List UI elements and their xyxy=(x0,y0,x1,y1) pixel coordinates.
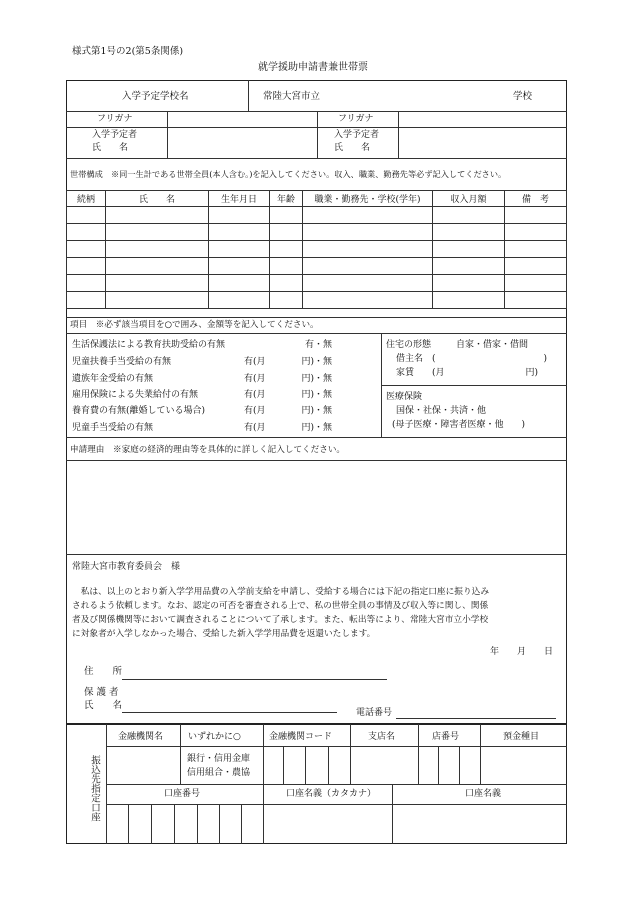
student-name-label: 入学予定者 xyxy=(92,130,138,140)
household-header: 世帯構成 ※同一生計である世帯全員(本人含む。)を記入してください。収入、職業、勤務先等必ず記入してください。 xyxy=(70,169,507,179)
bank-col-select: いずれかに○ xyxy=(188,732,241,742)
item-value-4[interactable]: 有(月 円)・無 xyxy=(244,406,333,416)
consent-line-4: に対象者が入学しなかった場合、受給した新入学学用品費を返還いたします。 xyxy=(72,629,376,639)
consent-line-3: 者及び関係機関等において調査されることについて了承します。また、転出等により、常陸大宮市立小学校 xyxy=(72,615,489,625)
guardian-label-2: 氏 名 xyxy=(84,700,123,711)
item-label-5: 児童手当受給の有無 xyxy=(72,423,154,433)
col-note: 備 考 xyxy=(505,191,567,207)
col-income: 収入月額 xyxy=(433,191,505,207)
bank-option-2[interactable]: 信用組合・農協 xyxy=(187,768,251,778)
bank-col-name: 金融機関名 xyxy=(118,732,164,742)
item-label-4: 養育費の有無(離婚している場合) xyxy=(72,406,206,416)
school-suffix: 学校 xyxy=(513,91,533,102)
item-value-1[interactable]: 有(月 円)・無 xyxy=(244,357,333,367)
consent-line-1: 私は、以上のとおり新入学学用品費の入学前支給を申請し、受給する場合には下記の指定口座に振り込み xyxy=(72,587,489,597)
form-number: 様式第1号の2(第5条関係) xyxy=(72,46,184,57)
table-row[interactable] xyxy=(67,224,567,241)
rent-field[interactable]: 家賃 (月 円) xyxy=(396,368,539,378)
date-field[interactable]: 年 月 日 xyxy=(490,647,554,657)
bank-col-type: 預金種目 xyxy=(503,732,540,742)
student2-name-label-2: 氏 名 xyxy=(334,143,371,153)
address-label: 住 所 xyxy=(84,666,123,677)
table-row[interactable] xyxy=(67,275,567,292)
owner-field[interactable]: 借主名 ( ) xyxy=(396,354,548,364)
bank-col-code: 金融機関コード xyxy=(269,732,333,742)
furigana-label: フリガナ xyxy=(97,114,133,124)
col-relation: 続柄 xyxy=(67,191,106,207)
school-label: 入学予定学校名 xyxy=(122,91,189,102)
account-number-label: 口座番号 xyxy=(164,789,201,799)
reason-header: 申請理由 ※家庭の経済的理由等を具体的に詳しく記入してください。 xyxy=(70,445,346,455)
medical-options[interactable]: 国保・社保・共済・他 xyxy=(396,406,487,416)
table-row[interactable] xyxy=(67,207,567,224)
addressee: 常陸大宮市教育委員会 様 xyxy=(72,562,181,572)
account-kana-label: 口座名義（カタカナ） xyxy=(286,789,377,799)
col-job: 職業・勤務先・学校(学年) xyxy=(303,191,433,207)
item-label-2: 遺族年金受給の有無 xyxy=(72,374,154,384)
school-city: 常陸大宮市立 xyxy=(263,91,321,102)
address-input[interactable] xyxy=(122,679,387,680)
reason-input[interactable] xyxy=(67,461,566,554)
item-value-3[interactable]: 有(月 円)・無 xyxy=(244,390,333,400)
table-row[interactable] xyxy=(67,292,567,309)
col-birth: 生年月日 xyxy=(209,191,270,207)
guardian-name-input[interactable] xyxy=(122,712,337,713)
consent-line-2: されるよう依頼します。なお、認定の可否を審査される上で、私の世帯全員の事情及び収入等に関し、関係 xyxy=(72,601,489,611)
items-header: 項目 ※必ず該当項目を○で囲み、金額等を記入してください。 xyxy=(70,320,319,330)
item-label-0: 生活保護法による教育扶助受給の有無 xyxy=(72,340,226,350)
table-row[interactable] xyxy=(67,241,567,258)
phone-label: 電話番号 xyxy=(356,708,393,718)
item-label-1: 児童扶養手当受給の有無 xyxy=(72,357,172,367)
student2-name-label: 入学予定者 xyxy=(334,130,380,140)
bank-col-branch-no: 店番号 xyxy=(432,732,460,742)
student-name-label-2: 氏 名 xyxy=(92,143,129,153)
col-name: 氏 名 xyxy=(106,191,209,207)
bank-option-1[interactable]: 銀行・信用金庫 xyxy=(187,754,251,764)
col-age: 年齢 xyxy=(270,191,303,207)
bank-col-branch: 支店名 xyxy=(368,732,396,742)
item-value-2[interactable]: 有(月 円)・無 xyxy=(244,374,333,384)
furigana-label-2: フリガナ xyxy=(338,114,374,124)
guardian-label-1: 保 護 者 xyxy=(84,687,119,698)
page-title: 就学援助申請書兼世帯票 xyxy=(258,62,368,73)
housing-label: 住宅の形態 xyxy=(386,340,432,350)
bank-side-label: 振込先指定口座 xyxy=(89,754,100,822)
housing-options[interactable]: 自家・借家・借間 xyxy=(456,340,529,350)
table-row[interactable] xyxy=(67,258,567,275)
item-value-0[interactable]: 有・無 xyxy=(305,340,333,350)
item-label-3: 雇用保険による失業給付の有無 xyxy=(72,390,199,400)
medical-label: 医療保険 xyxy=(386,392,423,402)
item-value-5[interactable]: 有(月 円)・無 xyxy=(244,423,333,433)
medical-sub[interactable]: (母子医療・障害者医療・他 ) xyxy=(392,420,526,430)
phone-input[interactable] xyxy=(396,718,556,719)
account-name-label: 口座名義 xyxy=(465,789,502,799)
household-table xyxy=(66,190,567,309)
